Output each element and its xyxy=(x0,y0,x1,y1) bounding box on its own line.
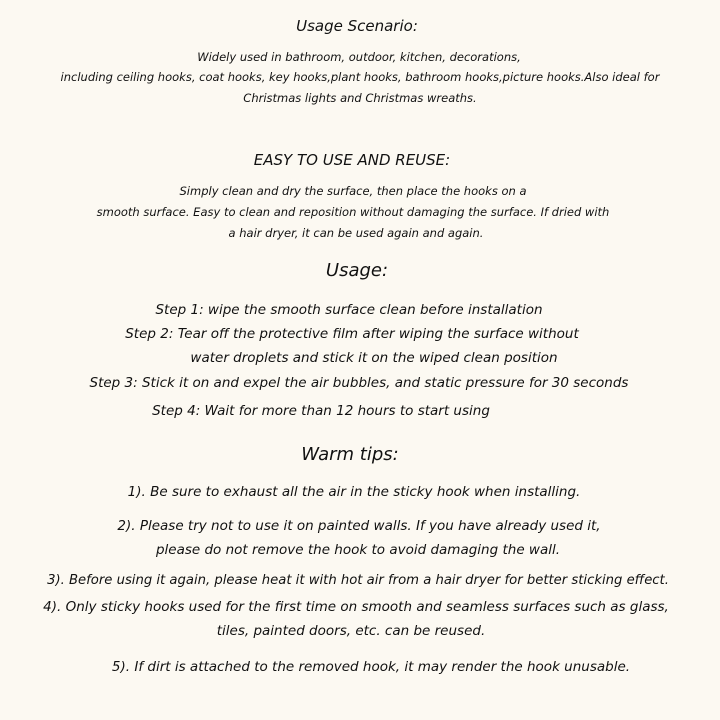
usage-step-4: Step 4: Wait for more than 12 hours to start using xyxy=(152,403,490,419)
usage-scenario-title: Usage Scenario: xyxy=(296,17,418,35)
warm-tip-1: 1). Be sure to exhaust all the air in the sticky hook when installing. xyxy=(127,484,581,500)
usage-scenario-line-1: Widely used in bathroom, outdoor, kitchen, decorations, xyxy=(197,50,521,64)
usage-step-2: Step 2: Tear off the protective film after wiping the surface without xyxy=(125,326,579,342)
easy-reuse-line-2: smooth surface. Easy to clean and reposition without damaging the surface. If dried with xyxy=(96,205,610,219)
warm-tip-2: 2). Please try not to use it on painted walls. If you have already used it, xyxy=(117,518,601,534)
usage-step-1: Step 1: wipe the smooth surface clean before installation xyxy=(155,302,543,318)
warm-tips-title: Warm tips: xyxy=(301,444,399,465)
easy-reuse-line-1: Simply clean and dry the surface, then place the hooks on a xyxy=(179,184,527,198)
warm-tip-5: 5). If dirt is attached to the removed hook, it may render the hook unusable. xyxy=(111,659,631,675)
warm-tip-3: 3). Before using it again, please heat it with hot air from a hair dryer for better sticking effect. xyxy=(47,573,669,588)
easy-reuse-title: EASY TO USE AND REUSE: xyxy=(253,151,451,169)
warm-tip-4-cont: tiles, painted doors, etc. can be reused. xyxy=(216,623,486,639)
usage-step-3: Step 3: Stick it on and expel the air bubbles, and static pressure for 30 seconds xyxy=(89,375,629,391)
usage-scenario-line-2: including ceiling hooks, coat hooks, key hooks,plant hooks, bathroom hooks,picture hooks.Also ideal for xyxy=(60,70,660,84)
usage-step-2-cont: water droplets and stick it on the wiped clean position xyxy=(190,350,558,366)
usage-title: Usage: xyxy=(325,260,389,281)
warm-tip-4: 4). Only sticky hooks used for the first time on smooth and seamless surfaces such as glass, xyxy=(43,599,669,615)
warm-tip-2-cont: please do not remove the hook to avoid damaging the wall. xyxy=(155,542,561,558)
easy-reuse-line-3: a hair dryer, it can be used again and again. xyxy=(228,226,484,240)
usage-scenario-line-3: Christmas lights and Christmas wreaths. xyxy=(243,91,477,105)
